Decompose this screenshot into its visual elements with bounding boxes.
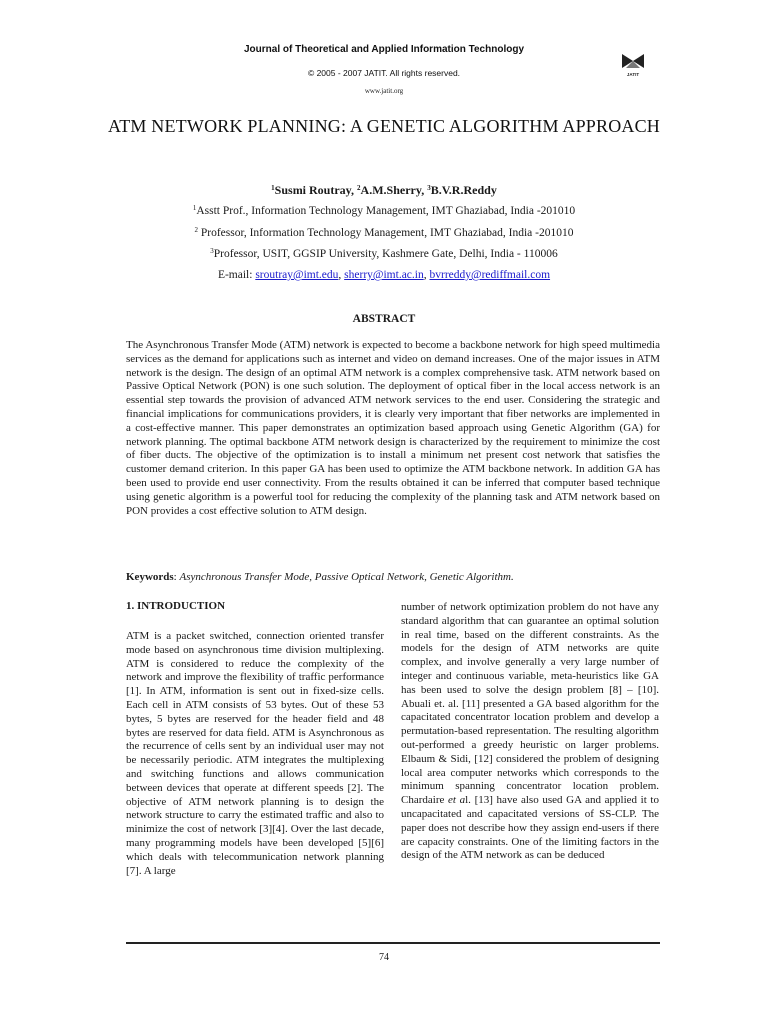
- page-number: 74: [379, 952, 389, 963]
- author-1-sup: 1: [271, 184, 275, 192]
- author-2-sup: 2: [357, 184, 361, 192]
- affiliation-1-sup: 1: [192, 204, 197, 212]
- email-separator-2: ,: [423, 269, 430, 281]
- email-label: E-mail:: [217, 269, 256, 281]
- author-2: A.M.Sherry,: [360, 183, 428, 197]
- email-link-3[interactable]: bvrreddy@rediffmail.com: [429, 269, 551, 281]
- affiliation-3: [0, 248, 768, 260]
- logo-text: JATIT: [626, 72, 640, 77]
- keywords-label: Keywords: [126, 571, 174, 583]
- right-column-et-al: et a: [448, 794, 466, 807]
- journal-website: www.jatit.org: [364, 87, 404, 95]
- footer-divider: [126, 942, 660, 944]
- abstract-heading: ABSTRACT: [352, 313, 416, 325]
- email-separator-1: ,: [338, 269, 345, 281]
- right-column-text-1: number of network optimization problem do not have any standard algorithm that can guarantee an optimal solution in real time, based on the different constraints. As the models for the design of ATM networks are quite complex, and involve generally a very large number of integer and continuous variable, meta-heuristics like GA has been used to solve the design problem [8] – [10]. Abuali et. al. [11] presented a GA based algorithm for the capacitated concentrator location problem and develop a permutation-based representation. The resulting algorithm out-performed a greedy heuristic on larger problems. Elbaum & Sidi, [12] considered the problem of designing local area computer networks which corresponds to the minimum spanning concentrator location problem. Chardaire: [401, 601, 659, 807]
- affiliation-3-sup: 3: [210, 247, 214, 255]
- keywords-line: [126, 571, 660, 583]
- email-link-2[interactable]: sherry@imt.ac.in: [344, 269, 424, 281]
- keywords-separator: :: [173, 571, 180, 583]
- abstract-body: The Asynchronous Transfer Mode (ATM) network is expected to become a backbone network for high speed multimedia services as the demand for applications such as internet and video on demand increases. One of the major issues in ATM network is the design. The design of an optimal ATM network is a complex comprehensive task. ATM network based on Passive Optical Network (PON) is one such solution. The deployment of optical fiber in the local access network is an essential step towards the provision of advanced ATM network services to the end user. Considering the strategic and financial implications for communications providers, it is clearly very important that fiber networks are implemented in a cost-effective manner. This paper demonstrates an optimization based approach using Genetic Algorithm (GA) for network planning. The optimal backbone ATM network design is characterized by the requirement to minimize the cost of fiber ducts. The objective of the optimization is to install a minimum net present cost network that satisfies the customer demand criterion. In this paper GA has been used to optimize the ATM backbone network. In addition GA has been used to provide end user connectivity. From the results obtained it can be inferred that computer based technique using genetic algorithm is a powerful tool for reducing the complexity of the planning task and ATM network based on PON provides a cost effective solution to ATM design.: [126, 339, 660, 517]
- affiliation-3-text: Professor, USIT, GGSIP University, Kashmere Gate, Delhi, India - 110006: [213, 248, 558, 260]
- email-link-1[interactable]: sroutray@imt.edu: [255, 269, 339, 281]
- keywords-text: Asynchronous Transfer Mode, Passive Optical Network, Genetic Algorithm.: [179, 571, 514, 583]
- paper-title: ATM NETWORK PLANNING: A GENETIC ALGORITHM APPROACH: [107, 116, 660, 136]
- affiliation-1-text: Asstt Prof., Information Technology Management, IMT Ghaziabad, India -201010: [196, 205, 576, 217]
- author-3: B.V.R.Reddy: [430, 183, 497, 197]
- introduction-left-column: ATM is a packet switched, connection oriented transfer mode based on asynchronous time division multiplexing. ATM is considered to reduce the complexity of the network and improve the flexibility of traffic performance [1]. In ATM, information is sent out in fixed-size cells. Each cell in ATM consists of 53 bytes. Out of these 53 bytes, 5 bytes are reserved for the header field and 48 bytes are reserved for data field. ATM is Asynchronous as the recurrence of cells sent by an individual user may not be necessarily periodic. ATM integrates the multiplexing and switching functions and allows communication between devices that operate at different speeds [2]. The objective of ATM network planning is to design the network structure to carry the estimated traffic and also to minimize the cost of network [3][4]. Over the last decade, many programming models have been developed [5][6] which deals with telecommunication network planning [7]. A large: [126, 630, 384, 877]
- journal-name: Journal of Theoretical and Applied Information Technology: [243, 44, 524, 55]
- author-1: Susmi Routray,: [274, 183, 358, 197]
- affiliation-2-text: Professor, Information Technology Management, IMT Ghaziabad, India -201010: [198, 227, 574, 239]
- introduction-heading: 1. INTRODUCTION: [126, 600, 226, 612]
- copyright-notice: © 2005 - 2007 JATIT. All rights reserved.: [307, 68, 461, 78]
- affiliation-2-sup: 2: [194, 226, 198, 234]
- email-line: [0, 269, 768, 281]
- authors-line: [0, 183, 768, 198]
- affiliation-2: [0, 227, 768, 239]
- affiliation-1: [0, 205, 768, 217]
- introduction-right-column: [401, 601, 659, 863]
- jatit-logo-icon: [620, 52, 646, 78]
- author-3-sup: 3: [427, 184, 431, 192]
- right-column-text-2: l. [13] have also used GA and applied it to uncapacitated and capacitated versions of SS-CLP. The paper does not describe how they assign end-users if there are capacity constraints. One of the limiting factors in the design of the ATM network as can be deduced: [401, 794, 659, 862]
